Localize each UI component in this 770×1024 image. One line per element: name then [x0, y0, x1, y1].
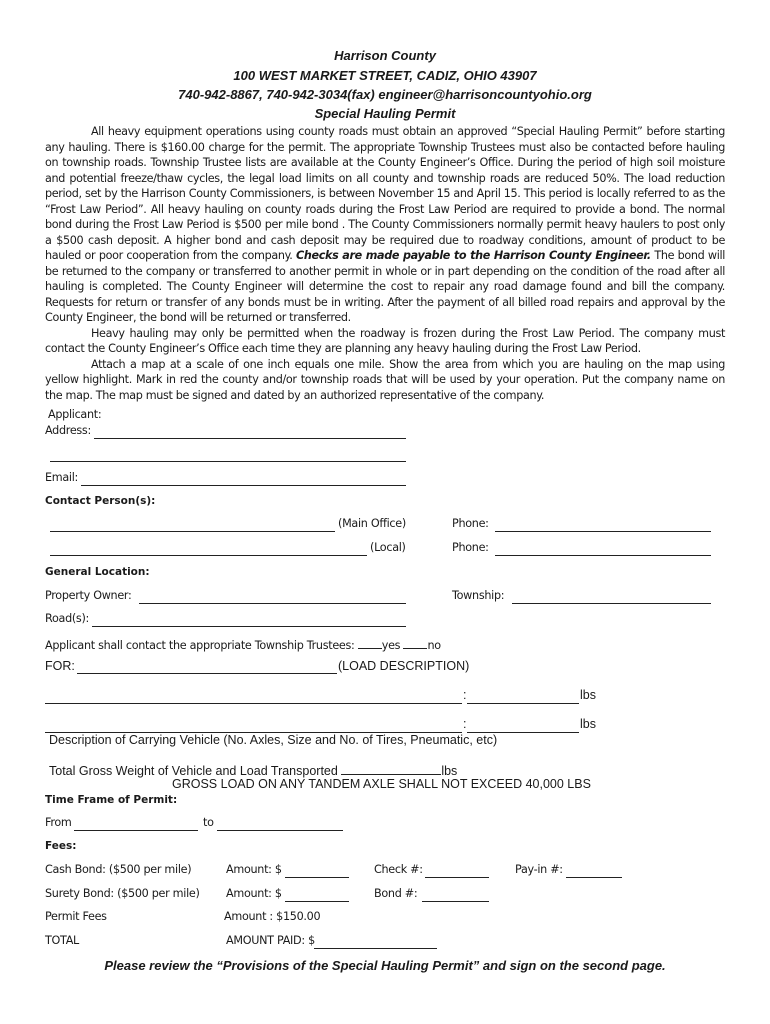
roads-field[interactable] — [92, 614, 406, 627]
for-field[interactable] — [77, 661, 337, 674]
load-item-2-field[interactable] — [45, 720, 462, 733]
county-name: Harrison County — [334, 48, 436, 63]
to-date-field[interactable] — [217, 818, 343, 831]
payin-no-field[interactable] — [566, 865, 622, 878]
contact-local-field[interactable] — [50, 543, 367, 556]
review-provisions-note: Please review the “Provisions of the Special Hauling Permit” and sign on the second page. — [104, 958, 666, 973]
paragraph-bond — [45, 124, 725, 326]
to-label: to — [203, 816, 214, 829]
main-office-label: (Main Office) — [338, 517, 406, 530]
vehicle-description-label: Description of Carrying Vehicle (No. Axles, Size and No. of Tires, Pneumatic, etc) — [49, 733, 498, 747]
checks-payable-note: Checks are made payable to the Harrison County Engineer. — [296, 249, 651, 262]
total-weight-lbs: lbs — [441, 764, 458, 778]
check-no-field[interactable] — [425, 865, 489, 878]
amount-paid-label: AMOUNT PAID: $ — [226, 934, 315, 947]
applicant-label: Applicant: — [48, 408, 102, 421]
county-address: 100 WEST MARKET STREET, CADIZ, OHIO 43907 — [233, 68, 537, 83]
permit-fees-amount: Amount : $150.00 — [224, 910, 321, 923]
surety-bond-label: Surety Bond: ($500 per mile) — [45, 887, 200, 900]
address-line-2[interactable] — [50, 449, 406, 462]
trustees-label — [45, 636, 441, 652]
load-item-1-field[interactable] — [45, 691, 462, 704]
total-label: TOTAL — [45, 934, 79, 947]
yes-blank[interactable] — [358, 636, 382, 649]
amount-paid-field[interactable] — [314, 936, 437, 949]
phone-label-2: Phone: — [452, 541, 489, 554]
trustees-text: Applicant shall contact the appropriate Township Trustees: — [45, 639, 355, 652]
cash-bond-amount-field[interactable] — [285, 865, 349, 878]
time-frame-heading: Time Frame of Permit: — [45, 794, 178, 806]
general-location-heading: General Location: — [45, 566, 150, 578]
phone-label-1: Phone: — [452, 517, 489, 530]
load-description-label: (LOAD DESCRIPTION) — [338, 659, 470, 673]
para1-text-b: The bond will be returned to the company or transferred to another permit in whole or in part depending on the condition of the road after all hauling is completed. The County Engineer will determine the cost to repair any road damage found and bill the company. Requests for return or transfer of any bonds must be in writing. After the payment of all billed road repairs and approval by the County Engineer, the bond will be returned or transferred. — [45, 249, 725, 324]
load-item-1-weight[interactable] — [467, 691, 579, 704]
local-label: (Local) — [370, 541, 406, 554]
from-date-field[interactable] — [74, 818, 198, 831]
load-item-2-lbs: lbs — [580, 717, 596, 731]
page-title: Special Hauling Permit — [314, 106, 456, 121]
township-field[interactable] — [512, 591, 711, 604]
phone-field-1[interactable] — [495, 519, 711, 532]
load-item-1-lbs: lbs — [580, 688, 596, 702]
township-label: Township: — [452, 589, 505, 602]
address-line-1[interactable] — [94, 426, 406, 439]
cash-bond-amount-label: Amount: $ — [226, 863, 282, 876]
load-item-2-colon: : — [463, 717, 467, 731]
no-blank[interactable] — [403, 636, 427, 649]
load-item-2-weight[interactable] — [467, 720, 579, 733]
bond-no-field[interactable] — [422, 889, 489, 902]
contact-persons-heading: Contact Person(s): — [45, 495, 156, 507]
permit-fees-label: Permit Fees — [45, 910, 107, 923]
email-label: Email: — [45, 471, 79, 484]
gross-load-notice: GROSS LOAD ON ANY TANDEM AXLE SHALL NOT EXCEED 40,000 LBS — [172, 777, 591, 791]
phone-field-2[interactable] — [495, 543, 711, 556]
check-no-label: Check #: — [374, 863, 423, 876]
cash-bond-label: Cash Bond: ($500 per mile) — [45, 863, 192, 876]
for-label: FOR: — [45, 659, 75, 673]
yes-label: yes — [381, 639, 401, 652]
no-label: no — [427, 639, 441, 652]
surety-bond-amount-field[interactable] — [285, 889, 349, 902]
property-owner-label: Property Owner: — [45, 589, 132, 602]
roads-label: Road(s): — [45, 612, 89, 625]
para1-text-a: All heavy equipment operations using county roads must obtain an approved “Special Hauling Permit” before starting any hauling. There is $160.00 charge for the permit. The appropriate Township Trustees must also be contacted before hauling on township roads. Township Trustee lists are available at the County Engineer’s Office. During the period of high soil moisture and potential freeze/thaw cycles, the legal load limits on all county and township roads are reduced 50%. The load reduction period, set by the Harrison County Commissioners, is between November 15 and April 15. This period is locally referred to as the “Frost Law Period”. All heavy hauling on county roads during the Frost Law Period are required to provide a bond. The normal bond during the Frost Law Period is $500 per mile bond . The County Commissioners normally permit heavy haulers to post only a $500 cash deposit. A higher bond and cash deposit may be required due to roadway conditions, amount of product to be hauled or poor cooperation from the company. — [45, 125, 725, 262]
paragraph-frozen: Heavy hauling may only be permitted when the roadway is frozen during the Frost Law Period. The company must contact the County Engineer’s Office each time they are planning any heavy hauling during the Frost Law Period. — [45, 326, 725, 355]
county-contact: 740-942-8867, 740-942-3034(fax) engineer@harrisoncountyohio.org — [178, 87, 592, 102]
paragraph-map: Attach a map at a scale of one inch equals one mile. Show the area from which you are hauling on the map using yellow highlight. Mark in red the county and/or township roads that will be used by your operation. Put the company name on the map. The map must be signed and dated by an authorized representative of the company. — [45, 357, 725, 402]
payin-no-label: Pay-in #: — [515, 863, 563, 876]
fees-heading: Fees: — [45, 840, 77, 852]
surety-bond-amount-label: Amount: $ — [226, 887, 282, 900]
load-item-1-colon: : — [463, 688, 467, 702]
contact-main-office-field[interactable] — [50, 519, 335, 532]
property-owner-field[interactable] — [139, 591, 406, 604]
total-weight-label — [49, 762, 457, 778]
address-label: Address: — [45, 424, 91, 437]
total-weight-field[interactable] — [341, 762, 441, 775]
instructions — [45, 124, 725, 403]
email-field[interactable] — [81, 473, 406, 486]
bond-no-label: Bond #: — [374, 887, 418, 900]
from-label: From — [45, 816, 72, 829]
total-weight-text: Total Gross Weight of Vehicle and Load Transported — [49, 764, 338, 778]
